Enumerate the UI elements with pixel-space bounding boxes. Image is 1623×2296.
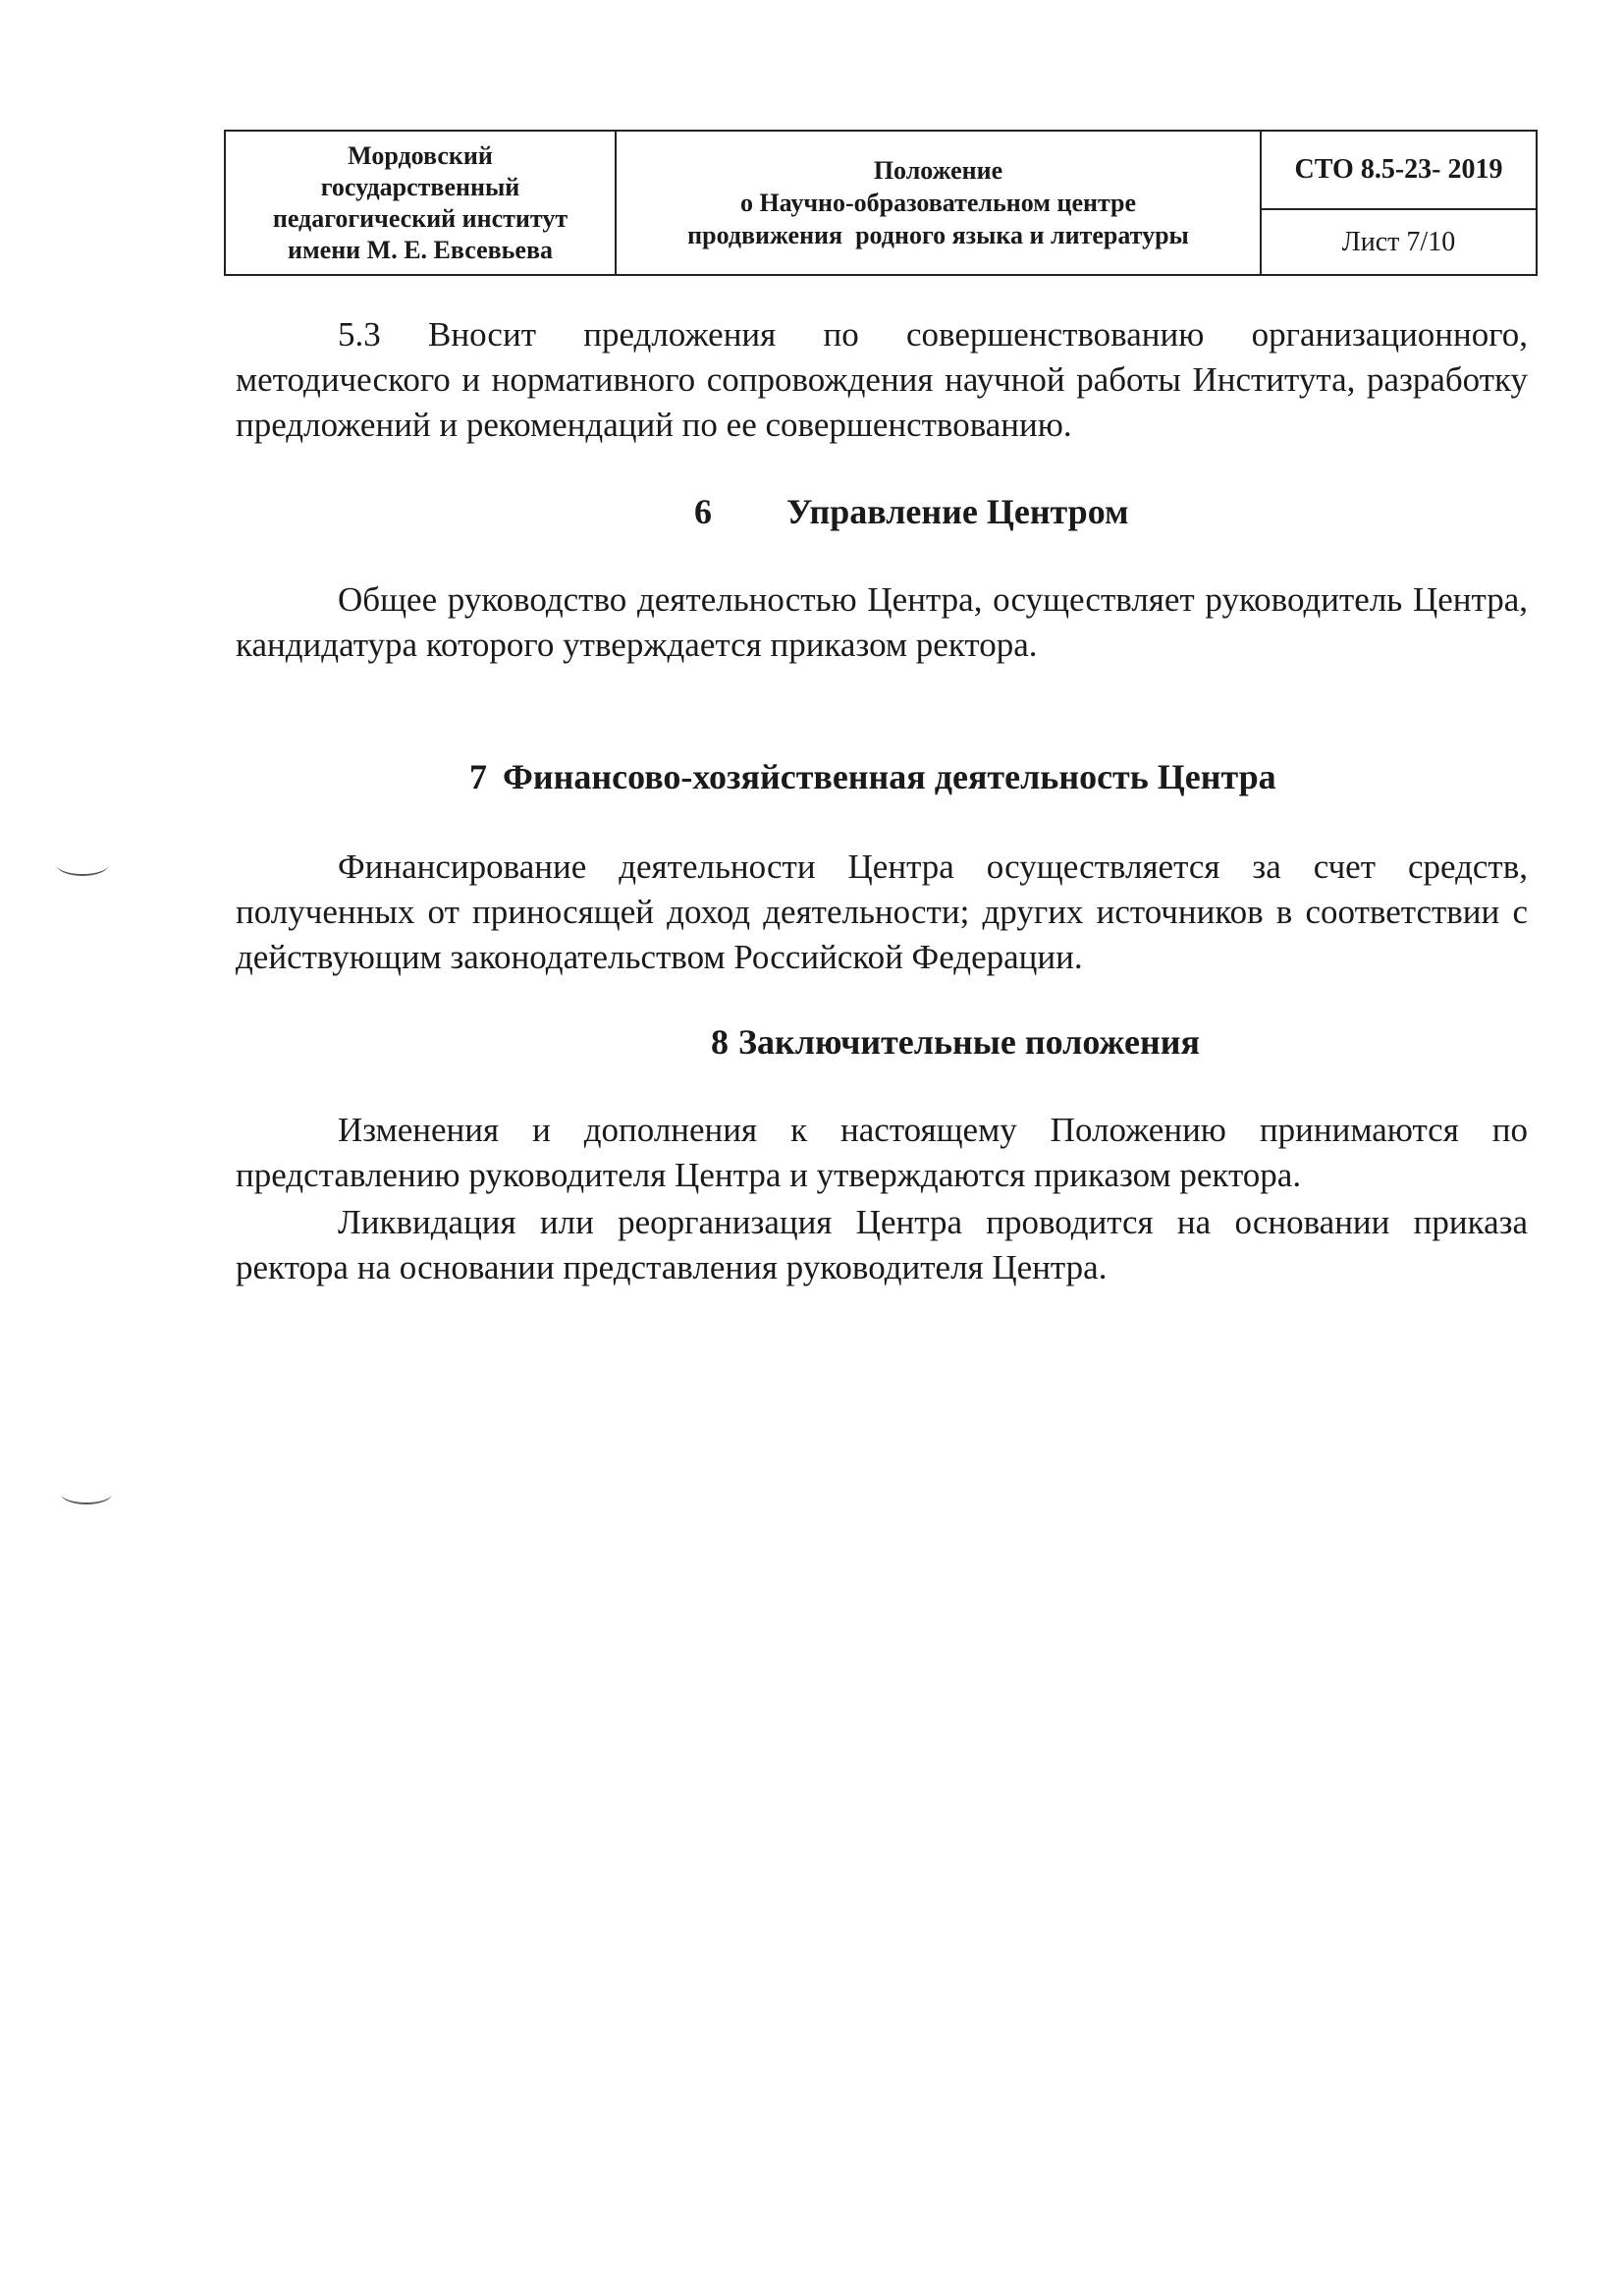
title-line-1: Положение bbox=[873, 156, 1003, 185]
org-line-4: имени М. Е. Евсевьева bbox=[287, 235, 554, 264]
org-line-3: педагогический институт bbox=[272, 203, 568, 233]
header-sheet-cell bbox=[1261, 209, 1537, 275]
org-line-1: Мордовский bbox=[348, 140, 493, 170]
organization-name bbox=[226, 140, 615, 266]
header-code-cell bbox=[1261, 131, 1537, 209]
section-7-paragraph: Финансирование деятельности Центра осуществляется за счет средств, полученных от приносящей доход деятельности; других источников в соответствии с действующим законодательством Российской Федерации. bbox=[236, 847, 1528, 976]
section-6-number: 6 bbox=[694, 492, 712, 531]
section-8-title: Заключительные положения bbox=[738, 1022, 1200, 1062]
section-8-paragraph-2: Ликвидация или реорганизация Центра проводится на основании приказа ректора на основании представления руководителя Центра. bbox=[236, 1203, 1528, 1286]
section-6-title: Управление Центром bbox=[786, 492, 1129, 531]
section-8-heading bbox=[711, 1021, 1200, 1063]
title-line-3: продвижения родного языка и литературы bbox=[687, 221, 1189, 249]
section-7-title: Финансово-хозяйственная деятельность Центра bbox=[503, 757, 1276, 796]
scan-punch-mark-2 bbox=[61, 1483, 112, 1504]
title-line-2: о Научно-образовательном центре bbox=[739, 189, 1137, 217]
section-6-paragraph: Общее руководство деятельностью Центра, осуществляет руководитель Центра, кандидатура которого утверждается приказом ректора. bbox=[236, 580, 1528, 664]
section-6-heading bbox=[694, 491, 1129, 532]
org-line-2: государственный bbox=[320, 172, 520, 201]
section-8-paragraph-1: Изменения и дополнения к настоящему Положению принимаются по представлению руководителя Центра и утверждаются приказом ректора. bbox=[236, 1111, 1528, 1194]
scan-punch-mark-1 bbox=[57, 854, 108, 876]
section-7-number: 7 bbox=[469, 757, 487, 796]
sheet-number: Лист 7/10 bbox=[1341, 226, 1456, 257]
section-8-number: 8 bbox=[711, 1022, 729, 1062]
document-code: СТО 8.5-23- 2019 bbox=[1294, 154, 1503, 185]
header-title-cell bbox=[616, 131, 1261, 275]
paragraph-5-3: 5.3 Вносит предложения по совершенствованию организационного, методического и нормативного сопровождения научной работы Института, разработку предложений и рекомендаций по ее совершенствованию. bbox=[236, 315, 1528, 444]
document-title bbox=[617, 154, 1260, 251]
header-organization-cell bbox=[225, 131, 616, 275]
document-header-table bbox=[224, 130, 1538, 276]
section-7-heading bbox=[469, 756, 1276, 797]
